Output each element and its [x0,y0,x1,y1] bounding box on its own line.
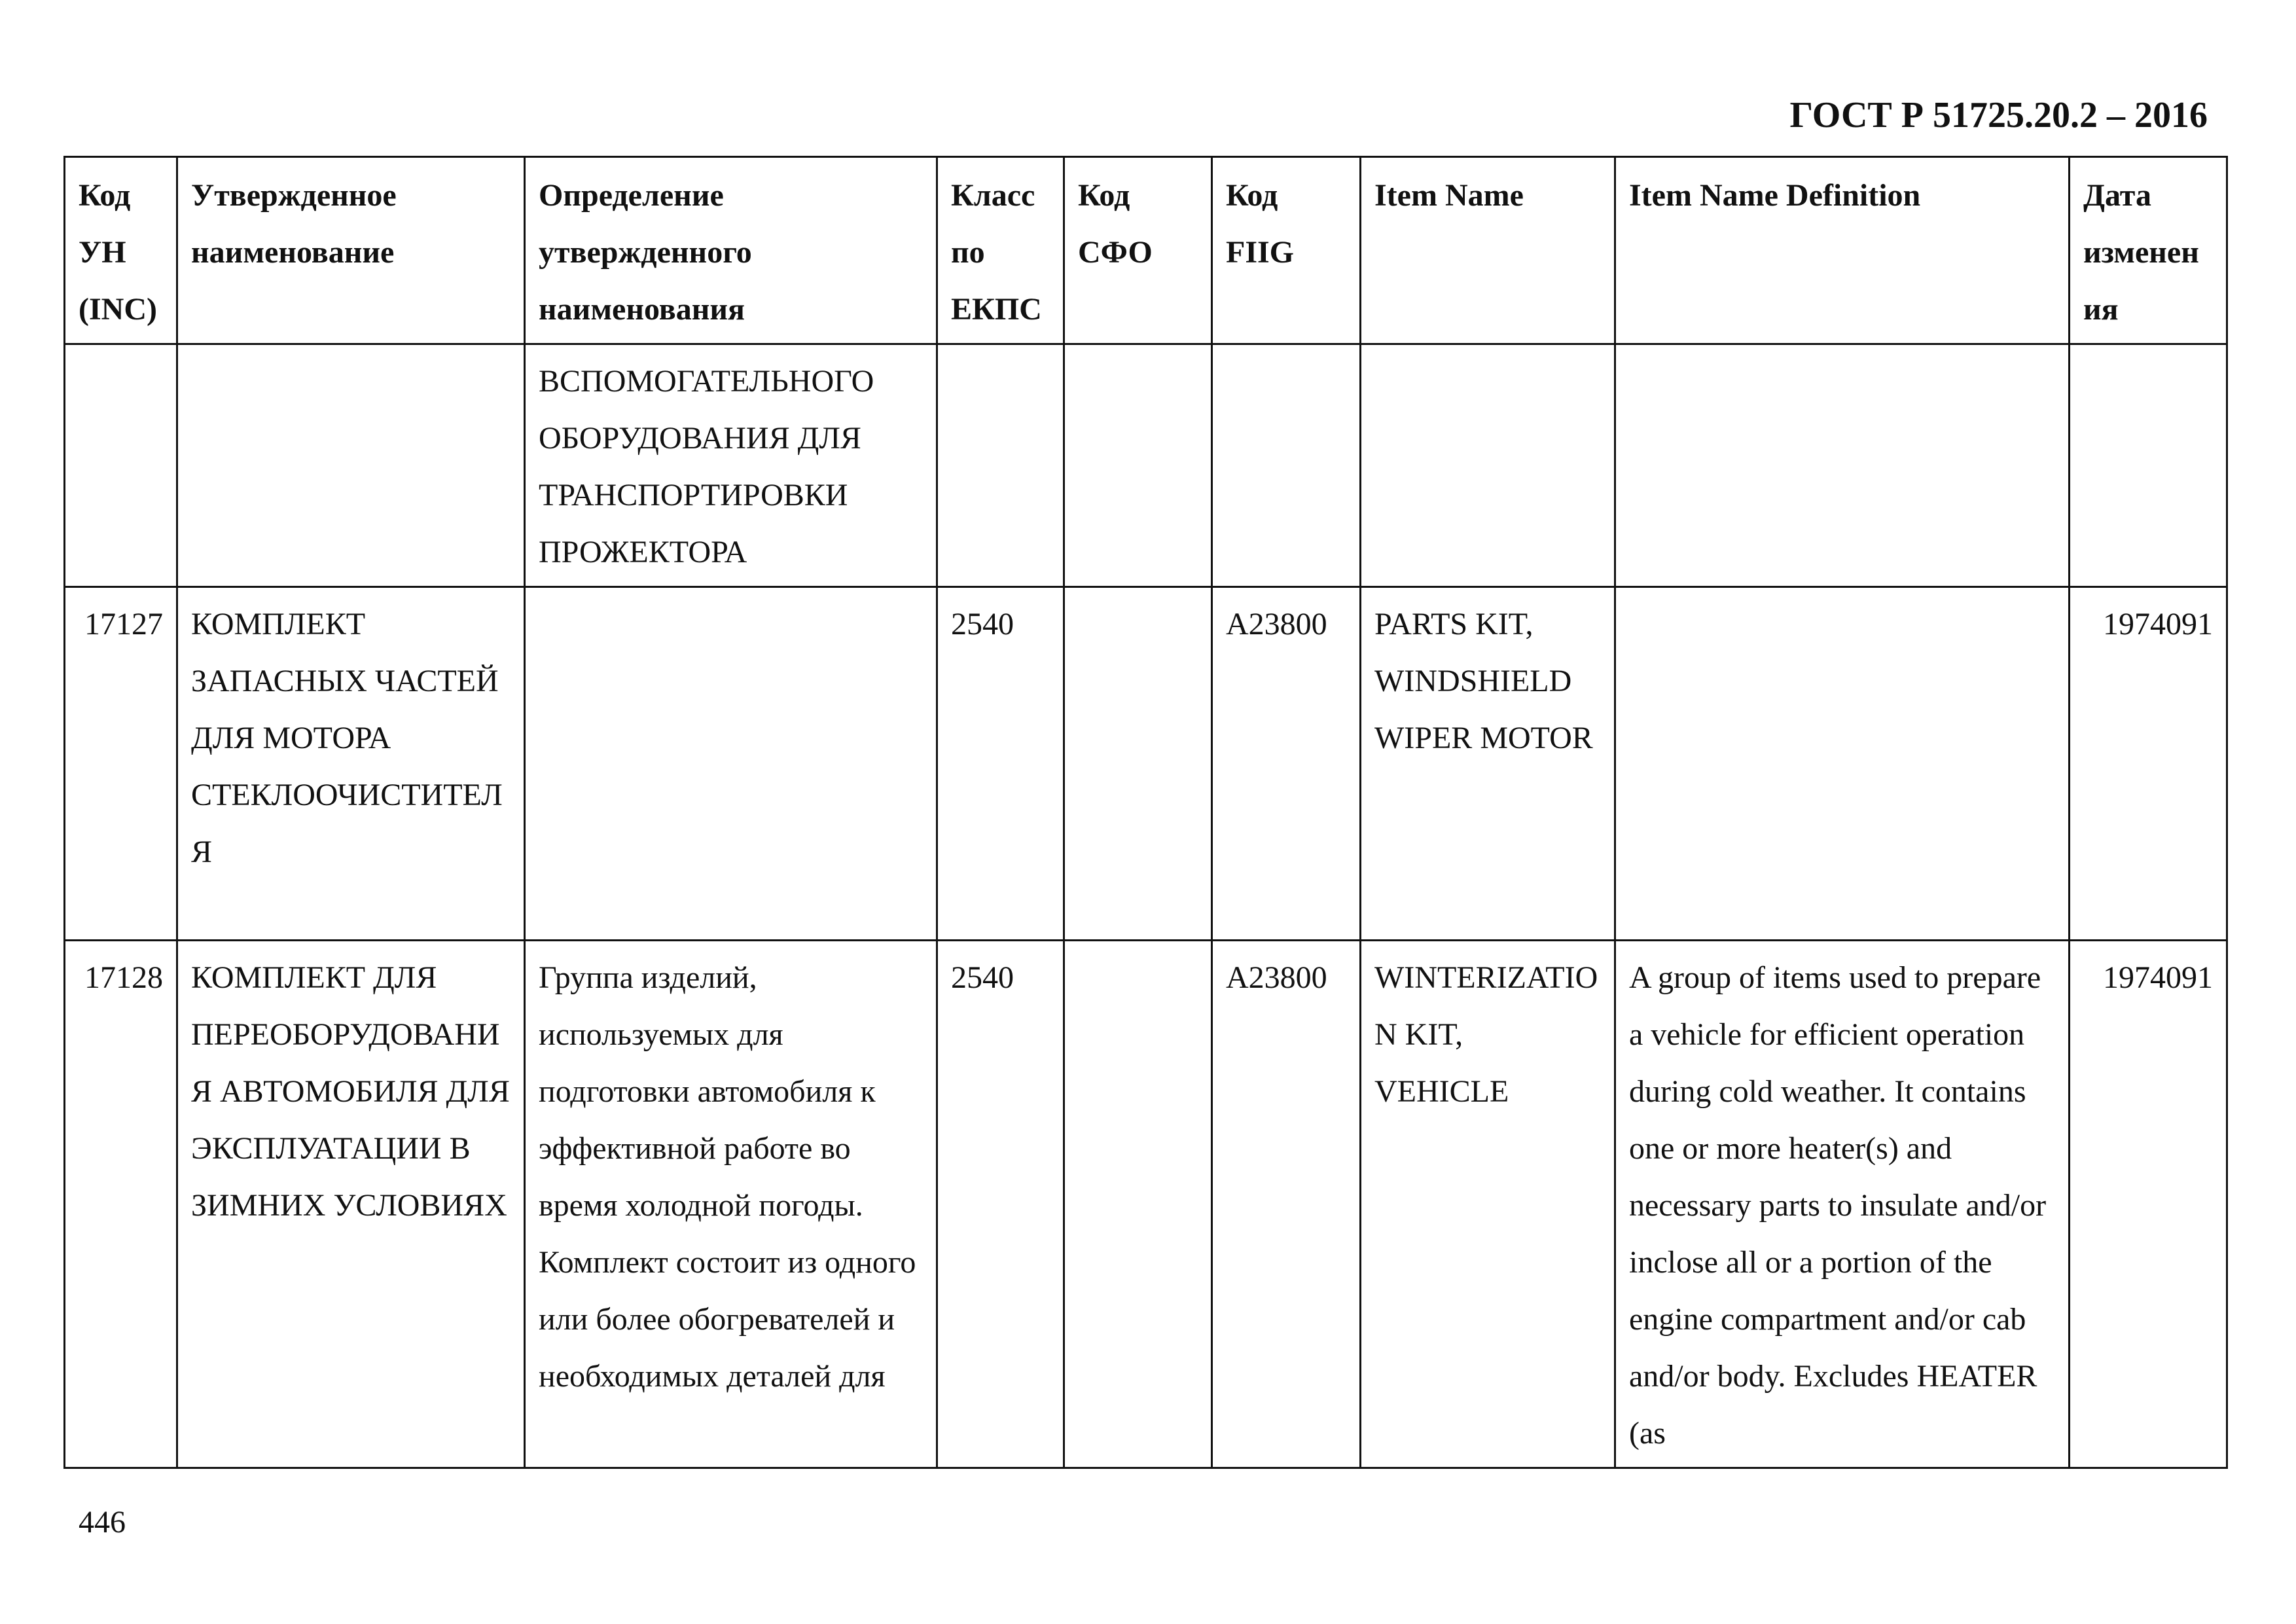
cell-item-name-definition [1615,344,2070,587]
cell-approved-name: КОМПЛЕКТ ЗАПАСНЫХ ЧАСТЕЙ ДЛЯ МОТОРА СТЕКЛООЧИСТИТЕЛЯ [177,587,525,941]
cell-inc [65,344,177,587]
cell-inc: 17127 [65,587,177,941]
cell-definition: ВСПОМОГАТЕЛЬНОГО ОБОРУДОВАНИЯ ДЛЯ ТРАНСПОРТИРОВКИ ПРОЖЕКТОРА [525,344,937,587]
document-standard-title: ГОСТ Р 51725.20.2 – 2016 [1789,95,2208,135]
cell-item-name: PARTS KIT, WINDSHIELD WIPER MOTOR [1361,587,1615,941]
column-header-change-date: Дата изменения [2070,157,2227,344]
cell-item-name-definition: A group of items used to prepare a vehicle for efficient operation during cold weather. It contains one or more heater(s) and necessary parts to insulate and/or inclose all or a portion of the engine compartment and/or cab and/or body. Excludes HEATER (as [1615,941,2070,1468]
cell-change-date: 1974091 [2070,587,2227,941]
cell-item-name-definition [1615,587,2070,941]
table-row [65,587,2227,941]
column-header-fiig-code: Код FIIG [1212,157,1361,344]
data-table [63,156,2228,1469]
column-header-item-name: Item Name [1361,157,1615,344]
cell-inc: 17128 [65,941,177,1468]
column-header-ekps-class: Класс по ЕКПС [937,157,1064,344]
column-header-sfo-code: Код СФО [1064,157,1212,344]
cell-approved-name [177,344,525,587]
cell-sfo-code [1064,587,1212,941]
cell-ekps-class: 2540 [937,941,1064,1468]
column-header-inc: Код УН (INC) [65,157,177,344]
column-header-approved-name: Утвержденное наименование [177,157,525,344]
cell-approved-name: КОМПЛЕКТ ДЛЯ ПЕРЕОБОРУДОВАНИЯ АВТОМОБИЛЯ ДЛЯ ЭКСПЛУАТАЦИИ В ЗИМНИХ УСЛОВИЯХ [177,941,525,1468]
column-header-item-name-definition: Item Name Definition [1615,157,2070,344]
cell-definition [525,587,937,941]
cell-fiig-code [1212,344,1361,587]
cell-item-name: WINTERIZATION KIT, VEHICLE [1361,941,1615,1468]
cell-fiig-code: A23800 [1212,941,1361,1468]
table-header-row [65,157,2227,344]
cell-fiig-code: A23800 [1212,587,1361,941]
column-header-definition: Определение утвержденного наименования [525,157,937,344]
table-row [65,344,2227,587]
cell-change-date: 1974091 [2070,941,2227,1468]
page-number: 446 [79,1505,126,1540]
cell-change-date [2070,344,2227,587]
cell-item-name [1361,344,1615,587]
cell-definition: Группа изделий, используемых для подготовки автомобиля к эффективной работе во время холодной погоды. Комплект состоит из одного или более обогревателей и необходимых деталей для [525,941,937,1468]
cell-ekps-class: 2540 [937,587,1064,941]
table-row [65,941,2227,1468]
cell-sfo-code [1064,344,1212,587]
cell-ekps-class [937,344,1064,587]
cell-sfo-code [1064,941,1212,1468]
